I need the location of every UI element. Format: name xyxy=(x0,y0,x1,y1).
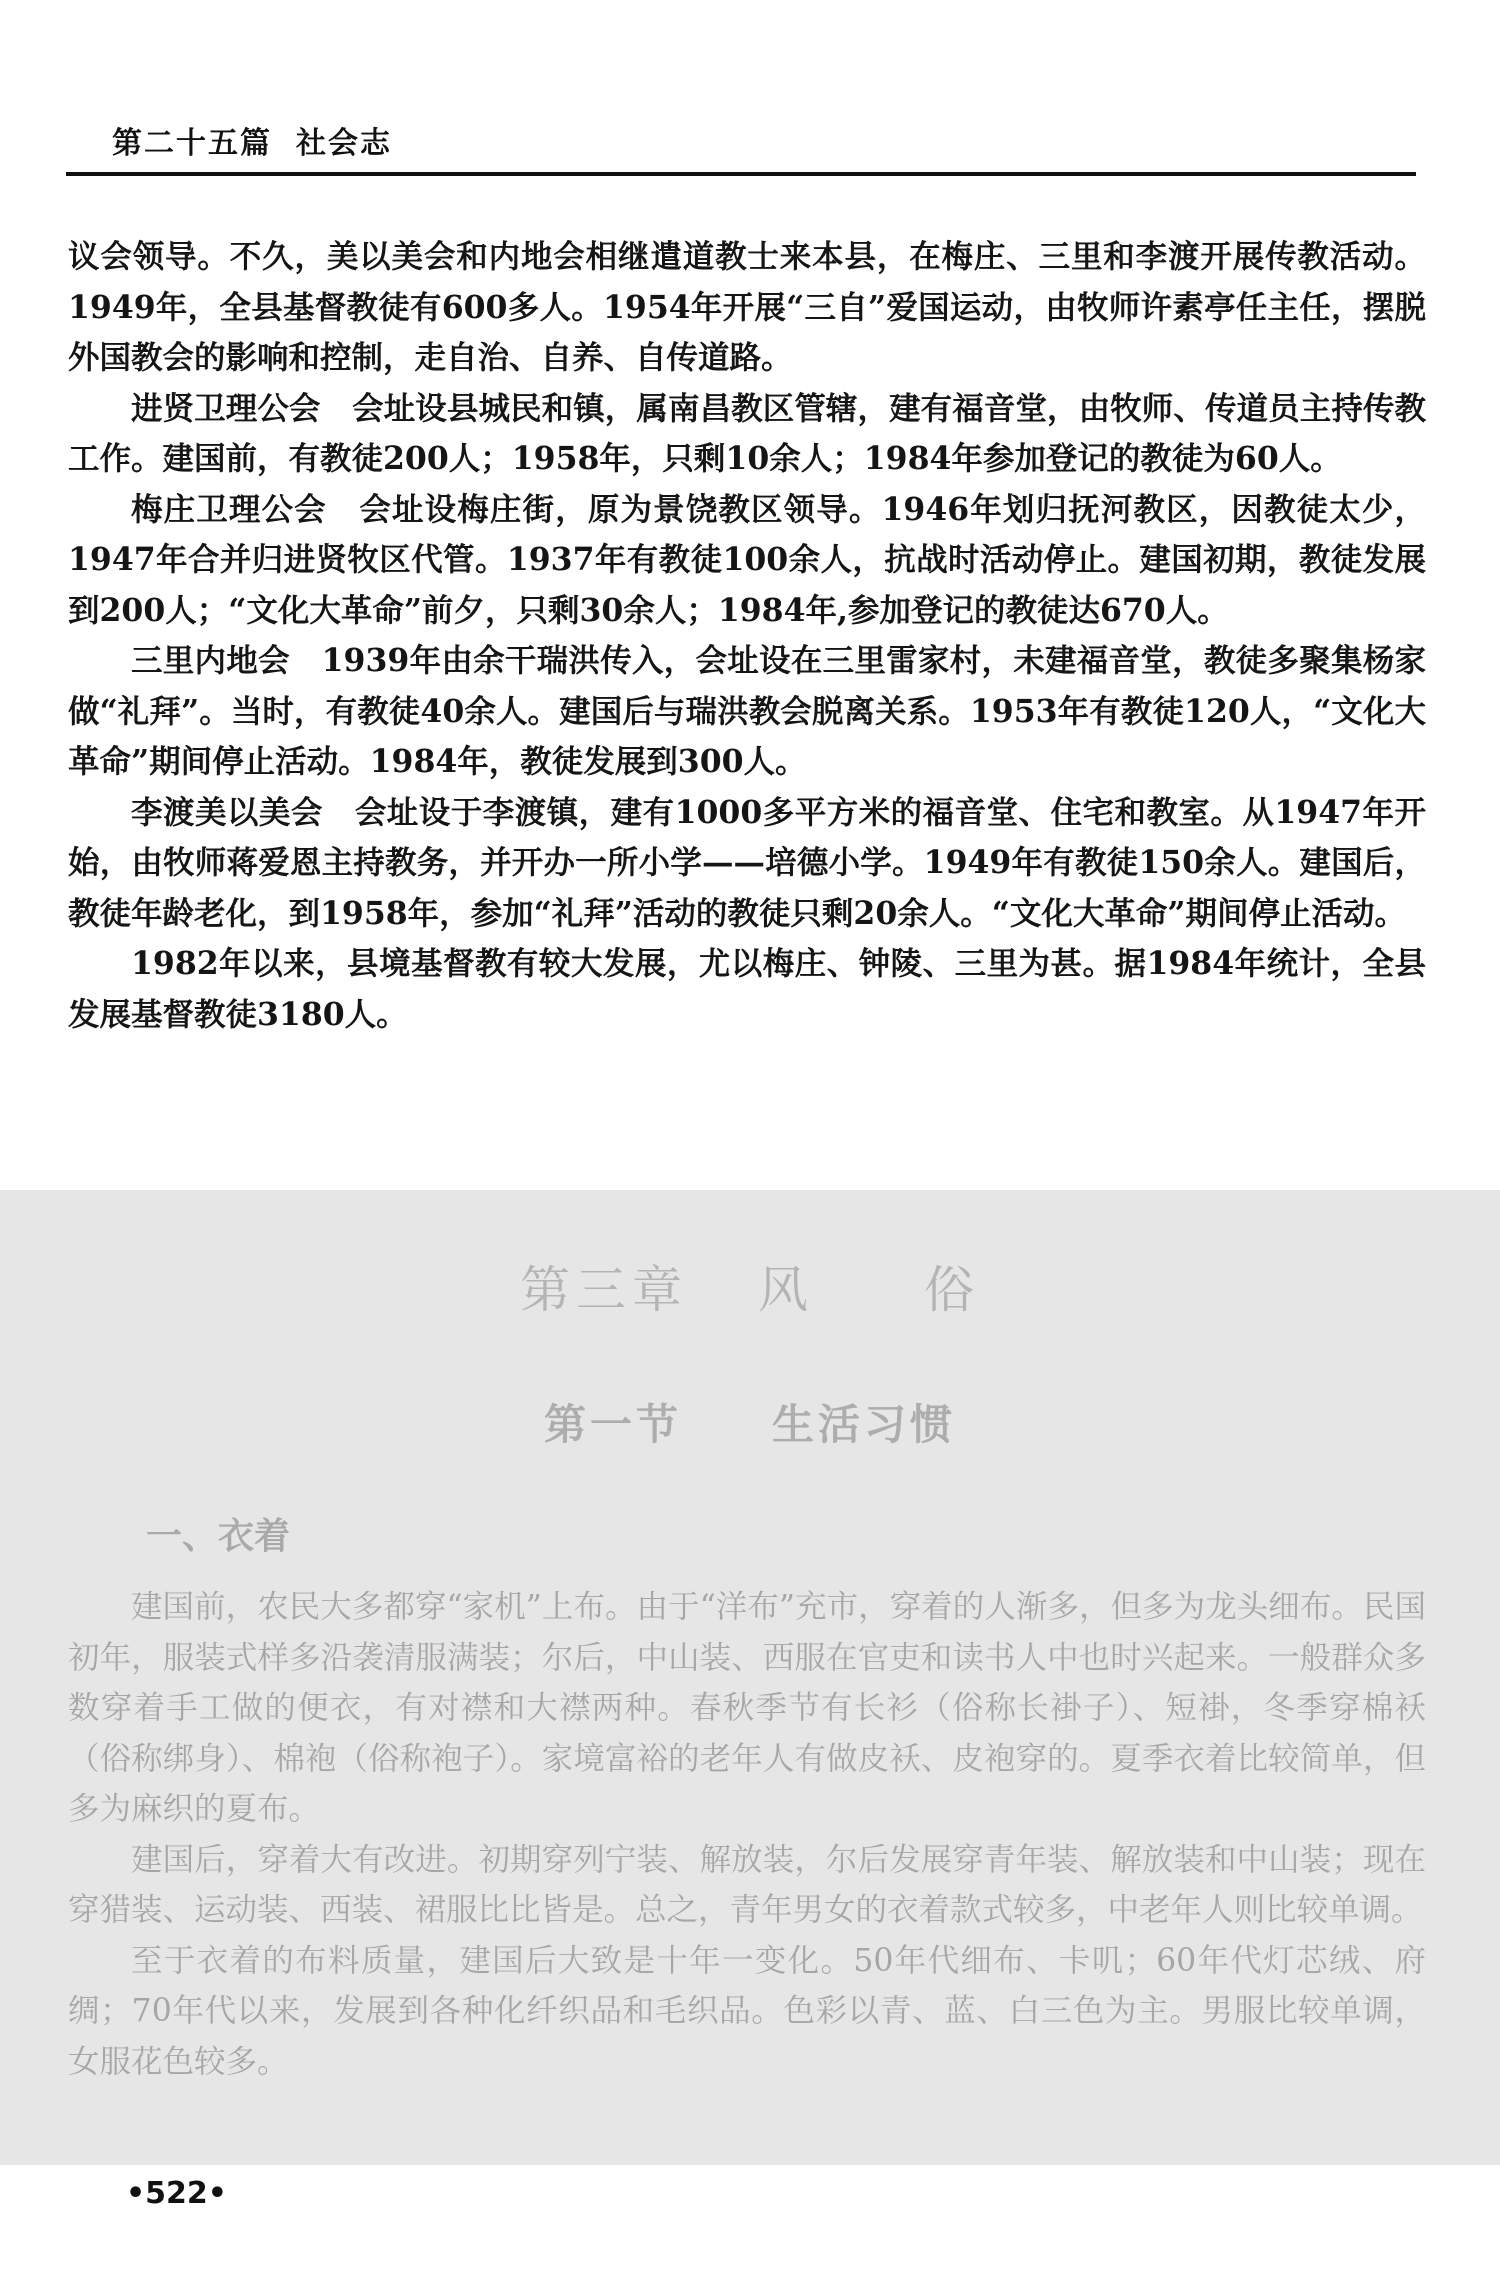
paragraph-5: 李渡美以美会 会址设于李渡镇，建有1000多平方米的福音堂、住宅和教室。从1947年开始，由牧师蒋爱恩主持教务，并开办一所小学——培德小学。1949年有教徒150余人。建国后，教徒年龄老化，到1958年，参加“礼拜”活动的教徒只剩20余人。“文化大革命”期间停止活动。 xyxy=(68,793,1426,932)
section-label: 第一节 xyxy=(543,1400,682,1449)
section-title xyxy=(0,1392,1500,1452)
header-rule xyxy=(66,172,1416,176)
shaded-paragraph-2: 建国后，穿着大有改进。初期穿列宁装、解放装，尔后发展穿青年装、解放装和中山装；现在穿猎装、运动装、西装、裙服比比皆是。总之，青年男女的衣着款式较多，中老年人则比较单调。 xyxy=(68,1841,1426,1928)
chapter-title xyxy=(0,1250,1500,1322)
running-head-name: 社会志 xyxy=(296,126,392,161)
paragraph-1: 议会领导。不久，美以美会和内地会相继遣道教士来本县，在梅庄、三里和李渡开展传教活动。1949年，全县基督教徒有600多人。1954年开展“三自”爱国运动，由牧师许素亭任主任，摆脱外国教会的影响和控制，走自治、自养、自传道路。 xyxy=(68,238,1426,376)
paragraph-6: 1982年以来，县境基督教有较大发展，尤以梅庄、钟陵、三里为甚。据1984年统计，全县发展基督教徒3180人。 xyxy=(68,945,1426,1033)
chapter-label: 第三章 xyxy=(520,1261,688,1319)
paragraph-4: 三里内地会 1939年由余干瑞洪传入，会址设在三里雷家村，未建福音堂，教徒多聚集杨家做“礼拜”。当时，有教徒40余人。建国后与瑞洪教会脱离关系。1953年有教徒120人，“文化大革命”期间停止活动。1984年，教徒发展到300人。 xyxy=(68,642,1426,780)
paragraph-2: 进贤卫理公会 会址设县城民和镇，属南昌教区管辖，建有福音堂，由牧师、传道员主持传教工作。建国前，有教徒200人；1958年，只剩10余人；1984年参加登记的教徒为60人。 xyxy=(68,389,1426,477)
running-head-part: 第二十五篇 xyxy=(112,126,272,161)
chapter-title-b: 俗 xyxy=(924,1261,980,1319)
page-number: •522• xyxy=(126,2176,227,2211)
shaded-body-text xyxy=(68,1582,1426,2087)
chapter-title-a: 风 xyxy=(758,1261,814,1319)
body-text xyxy=(68,232,1426,1040)
shaded-paragraph-1: 建国前，农民大多都穿“家机”上布。由于“洋布”充市，穿着的人渐多，但多为龙头细布。民国初年，服装式样多沿袭清服满装；尔后，中山装、西服在官吏和读书人中也时兴起来。一般群众多数穿着手工做的便衣，有对襟和大襟两种。春秋季节有长衫（俗称长褂子）、短褂，冬季穿棉袄（俗称绑身）、棉袍（俗称袍子）。家境富裕的老年人有做皮袄、皮袍穿的。夏季衣着比较简单，但多为麻织的夏布。 xyxy=(68,1589,1426,1827)
shaded-paragraph-3: 至于衣着的布料质量，建国后大致是十年一变化。50年代细布、卡叽；60年代灯芯绒、府绸；70年代以来，发展到各种化纤织品和毛织品。色彩以青、蓝、白三色为主。男服比较单调，女服花色较多。 xyxy=(68,1942,1426,2080)
running-head xyxy=(112,118,392,162)
section-name: 生活习惯 xyxy=(772,1400,957,1449)
subsection-title: 一、衣着 xyxy=(146,1516,291,1557)
paragraph-3: 梅庄卫理公会 会址设梅庄街，原为景饶教区领导。1946年划归抚河教区，因教徒太少，1947年合并归进贤牧区代管。1937年有教徒100余人，抗战时活动停止。建国初期，教徒发展到200人；“文化大革命”前夕，只剩30余人；1984年,参加登记的教徒达670人。 xyxy=(68,490,1426,629)
